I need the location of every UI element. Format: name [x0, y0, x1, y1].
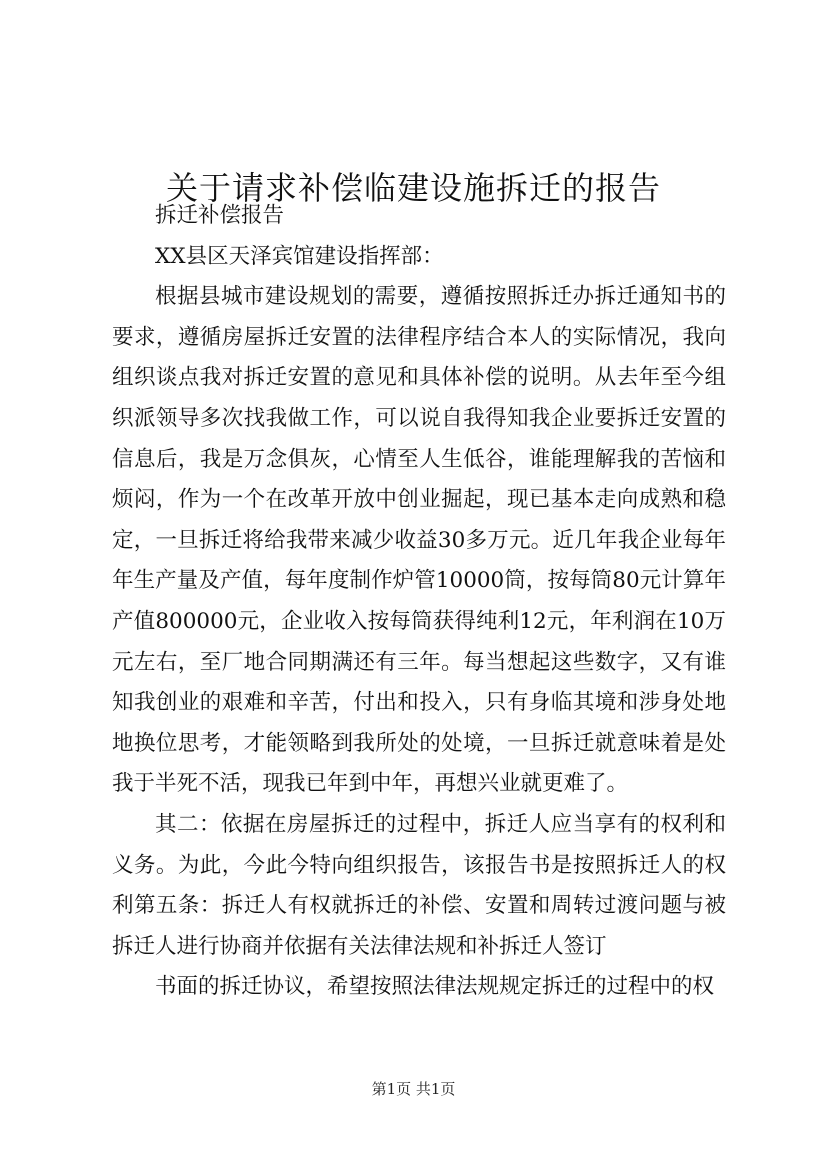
paragraph-second-point: 其二：依据在房屋拆迁的过程中，拆迁人应当享有的权利和义务。为此，今此今特向组织报告，该报告书是按照拆迁人的权利第五条：拆迁人有权就拆迁的补偿、安置和周转过渡问题与被拆迁人进行协商并依据有关法律法规和补拆迁人签订 — [112, 811, 726, 959]
paragraph-main: 根据县城市建设规划的需要，遵循按照拆迁办拆迁通知书的要求，遵循房屋拆迁安置的法律程序结合本人的实际情况，我向组织谈点我对拆迁安置的意见和具体补偿的说明。从去年至今组织派领导多次找我做工作，可以说自我得知我企业要拆迁安置的信息后，我是万念俱灰，心情至人生低谷，谁能理解我的苦恼和烦闷，作为一个在改革开放中创业掘起，现已基本走向成熟和稳定，一旦拆迁将给我带来减少收益30多万元。近几年我企业每年年生产量及产值，每年度制作炉管10000筒，按每筒80元计算年产值800000元，企业收入按每筒获得纯利12元，年利润在10万元左右，至厂地合同期满还有三年。每当想起这些数字，又有谁知我创业的艰难和辛苦，付出和投入，只有身临其境和涉身处地地换位思考，才能领略到我所处的处境，一旦拆迁就意味着是处我于半死不活，现我已年到中年，再想兴业就更难了。 — [112, 284, 726, 797]
paragraph-continuation: 书面的拆迁协议，希望按照法律法规规定拆迁的过程中的权 — [155, 974, 715, 1000]
document-title: 关于请求补偿临建设施拆迁的报告 — [165, 169, 661, 208]
page-number-footer: 第1页 共1页 — [371, 1080, 456, 1098]
paragraph-subtitle: 拆迁补偿报告 — [155, 203, 285, 228]
document-body — [112, 196, 726, 1008]
paragraph-addressee: XX县区天泽宾馆建设指挥部： — [155, 243, 444, 269]
